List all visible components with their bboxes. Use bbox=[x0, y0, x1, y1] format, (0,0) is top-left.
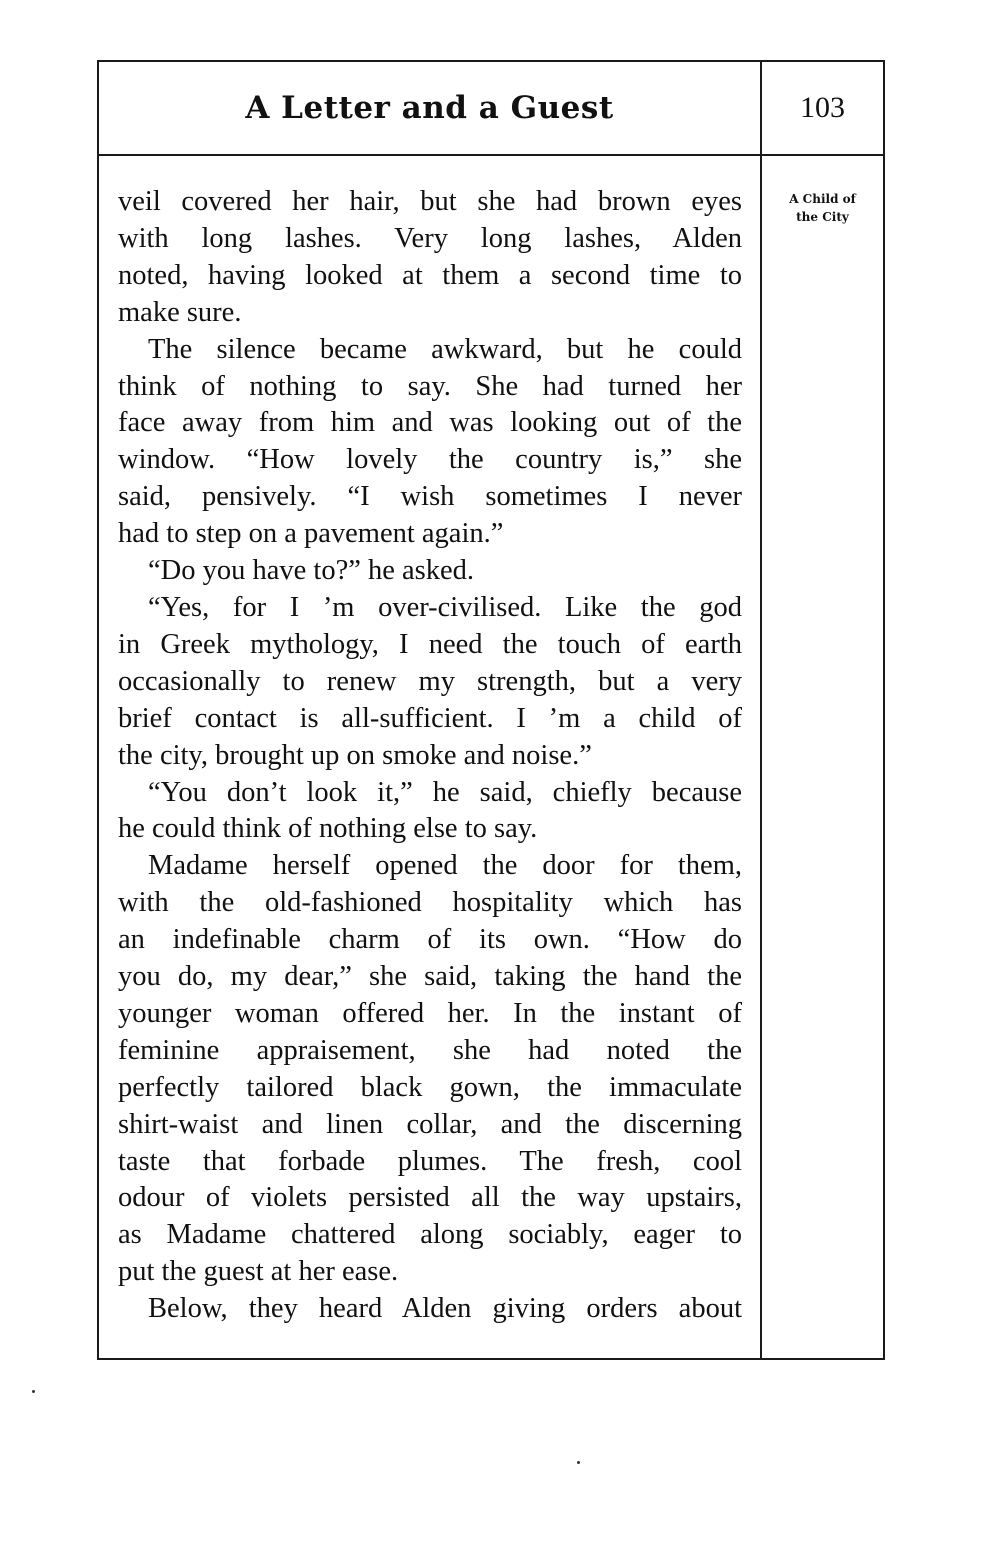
text-line: occasionally to renew my strength, but a very bbox=[118, 665, 742, 697]
text-line: noted, having looked at them a second time to bbox=[118, 259, 742, 291]
text-line: the city, brought up on smoke and noise.” bbox=[118, 739, 592, 771]
margin-note-line: the City bbox=[796, 210, 849, 224]
text-line: make sure. bbox=[118, 296, 242, 328]
page-speck bbox=[32, 1390, 35, 1393]
text-line: face away from him and was looking out of the bbox=[118, 407, 742, 439]
text-line: perfectly tailored black gown, the immaculate bbox=[118, 1071, 742, 1103]
text-line: with the old-fashioned hospitality which has bbox=[118, 887, 742, 919]
text-line: he could think of nothing else to say. bbox=[118, 813, 538, 845]
margin-note-line: A Child of bbox=[789, 192, 856, 206]
text-line: you do, my dear,” she said, taking the hand the bbox=[118, 961, 742, 993]
text-line: taste that forbade plumes. The fresh, cool bbox=[118, 1145, 742, 1177]
text-line: feminine appraisement, she had noted the bbox=[118, 1034, 742, 1066]
body-text bbox=[118, 184, 742, 1328]
text-line: Madame herself opened the door for them, bbox=[148, 850, 742, 882]
text-line: in Greek mythology, I need the touch of earth bbox=[118, 628, 742, 660]
text-line: veil covered her hair, but she had brown eyes bbox=[118, 186, 742, 217]
text-line: Below, they heard Alden giving orders about bbox=[148, 1293, 742, 1325]
text-line: shirt-waist and linen collar, and the discerning bbox=[118, 1108, 742, 1140]
page-speck bbox=[577, 1461, 580, 1464]
page-number: 103 bbox=[800, 91, 845, 124]
text-line: The silence became awkward, but he could bbox=[148, 333, 742, 365]
text-line: put the guest at her ease. bbox=[118, 1256, 399, 1288]
text-line: said, pensively. “I wish sometimes I never bbox=[118, 481, 742, 513]
margin-note bbox=[764, 190, 881, 226]
text-line: younger woman offered her. In the instant of bbox=[118, 997, 742, 1029]
text-line: with long lashes. Very long lashes, Alden bbox=[118, 222, 742, 254]
text-line: “Yes, for I ’m over-civilised. Like the god bbox=[148, 591, 742, 623]
margin-column-rule bbox=[760, 60, 762, 1360]
text-line: window. “How lovely the country is,” she bbox=[118, 444, 742, 476]
text-line: think of nothing to say. She had turned her bbox=[118, 370, 742, 402]
text-line: “You don’t look it,” he said, chiefly because bbox=[148, 776, 742, 808]
text-line: as Madame chattered along sociably, eager to bbox=[118, 1219, 742, 1251]
text-line: odour of violets persisted all the way upstairs, bbox=[118, 1182, 742, 1214]
text-line: “Do you have to?” he asked. bbox=[148, 555, 475, 587]
running-title: A Letter and a Guest bbox=[245, 90, 614, 126]
text-line: had to step on a pavement again.” bbox=[118, 518, 504, 550]
text-line: brief contact is all-sufficient. I ’m a child of bbox=[118, 702, 742, 734]
header-rule bbox=[97, 154, 885, 156]
text-line: an indefinable charm of its own. “How do bbox=[118, 924, 742, 956]
